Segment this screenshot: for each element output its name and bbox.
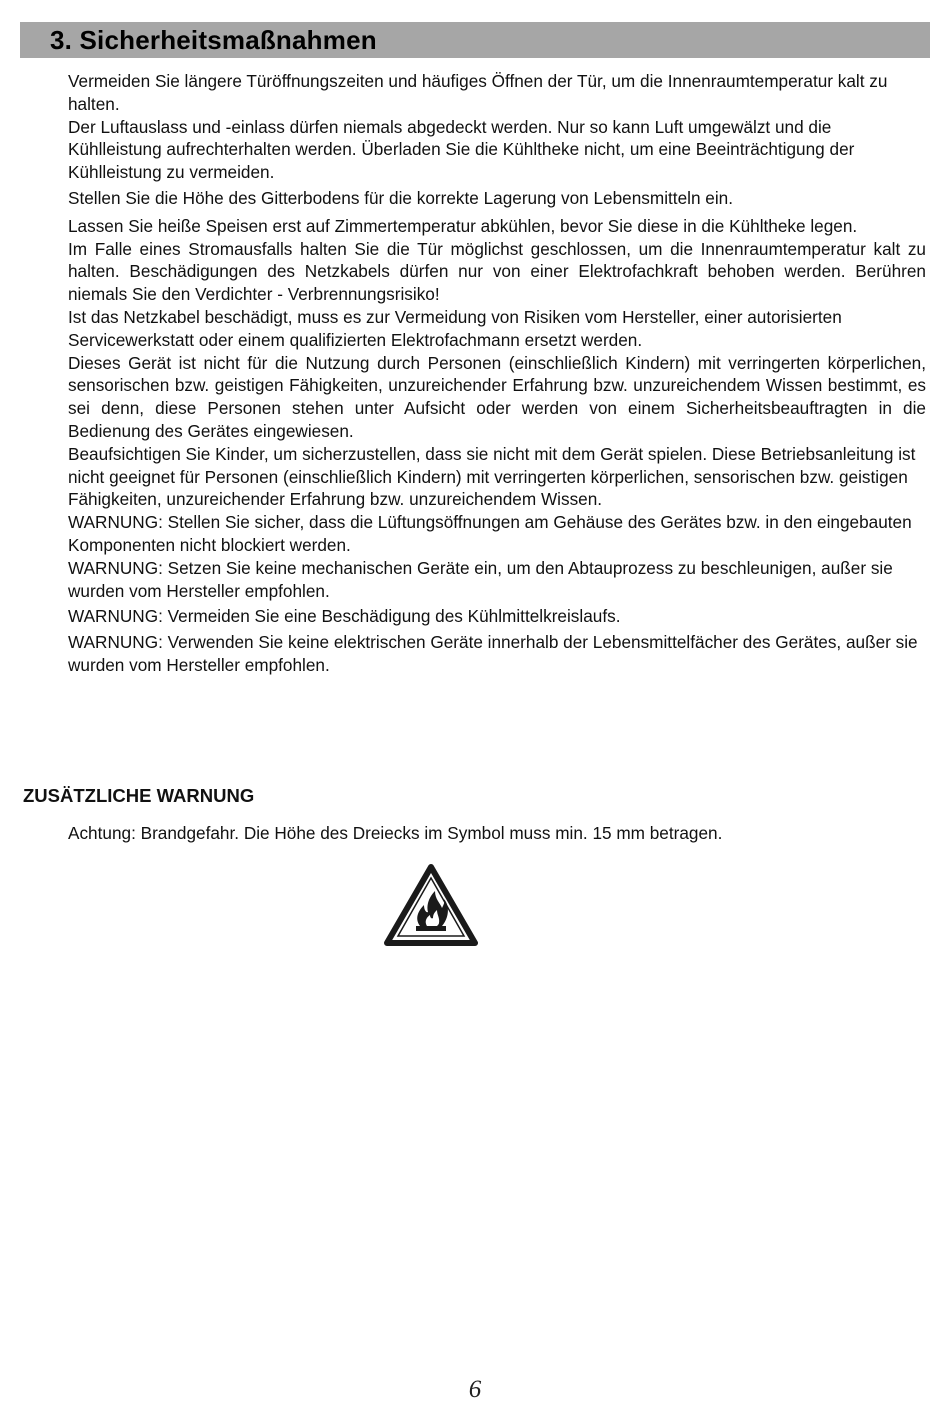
safety-instructions (68, 70, 926, 677)
page-title: 3. Sicherheitsmaßnahmen (50, 24, 377, 55)
section-header (20, 22, 930, 58)
fire-hazard-note: Achtung: Brandgefahr. Die Höhe des Dreiecks im Symbol muss min. 15 mm betragen. (68, 823, 723, 843)
warning-ventilation: WARNUNG: Stellen Sie sicher, dass die Lüftungsöffnungen am Gehäuse des Gerätes bzw. in den eingebauten Komponenten nicht blockiert werden. (68, 512, 912, 555)
paragraph-hot-food: Lassen Sie heiße Speisen erst auf Zimmertemperatur abkühlen, bevor Sie diese in die Kühltheke legen. (68, 215, 858, 236)
paragraph-supervise-children: Beaufsichtigen Sie Kinder, um sicherzustellen, dass sie nicht mit dem Gerät spielen. Diese Betriebsanleitung ist nicht geeignet für Personen (einschließlich Kindern) mit verringerten körperlichen, sensorischen bzw. geistigen Fähigkeiten, unzureichender Erfahrung bzw. unzureichendem Wissen. (68, 443, 916, 510)
warning-electrical-devices: WARNUNG: Verwenden Sie keine elektrischen Geräte innerhalb der Lebensmittelfächer des Gerätes, außer sie wurden vom Hersteller empfohlen. (68, 632, 918, 675)
warning-refrigerant-circuit: WARNUNG: Vermeiden Sie eine Beschädigung des Kühlmittelkreislaufs. (68, 606, 621, 627)
additional-warning-heading: ZUSÄTZLICHE WARNUNG (23, 785, 255, 806)
warning-defrost: WARNUNG: Setzen Sie keine mechanischen Geräte ein, um den Abtauprozess zu beschleunigen, außer sie wurden vom Hersteller empfohlen. (68, 557, 893, 601)
paragraph-restricted-persons: Dieses Gerät ist nicht für die Nutzung durch Personen (einschließlich Kindern) mit verringerten körperlichen, sensorischen bzw. geistigen Fähigkeiten, unzureichender Erfahrung bzw. unzureichendem Wissen bestimmt, es sei denn, diese Personen stehen unter Aufsicht oder werden von einem Sicherheitsbeauftragten in die Bedienung des Gerätes eingewiesen. (68, 352, 926, 441)
page-number: 6 (468, 1376, 482, 1403)
paragraph-air-vents: Der Luftauslass und -einlass dürfen niemals abgedeckt werden. Nur so kann Luft umgewälzt und die Kühlleistung aufrechterhalten werden. Überladen Sie die Kühltheke nicht, um eine Beeinträchtigung der Kühlleistung zu vermeiden. (68, 116, 855, 183)
paragraph-power-failure: Im Falle eines Stromausfalls halten Sie die Tür möglichst geschlossen, um die Innenraumtemperatur kalt zu halten. Beschädigungen des Netzkabels dürfen nur von einer Elektrofachkraft behoben werden. Berühren niemals Sie den Verdichter - Verbrennungsrisiko! (68, 238, 926, 305)
paragraph-door-opening: Vermeiden Sie längere Türöffnungszeiten und häufiges Öffnen der Tür, um die Innenraumtemperatur kalt zu halten. (68, 71, 888, 114)
paragraph-power-cable: Ist das Netzkabel beschädigt, muss es zur Vermeidung von Risiken vom Hersteller, einer autorisierten Servicewerkstatt oder einem qualifizierten Elektrofachmann ersetzt werden. (68, 306, 842, 350)
flammable-warning-icon (384, 863, 478, 947)
paragraph-grid-shelf: Stellen Sie die Höhe des Gitterbodens für die korrekte Lagerung von Lebensmitteln ein. (68, 187, 733, 208)
